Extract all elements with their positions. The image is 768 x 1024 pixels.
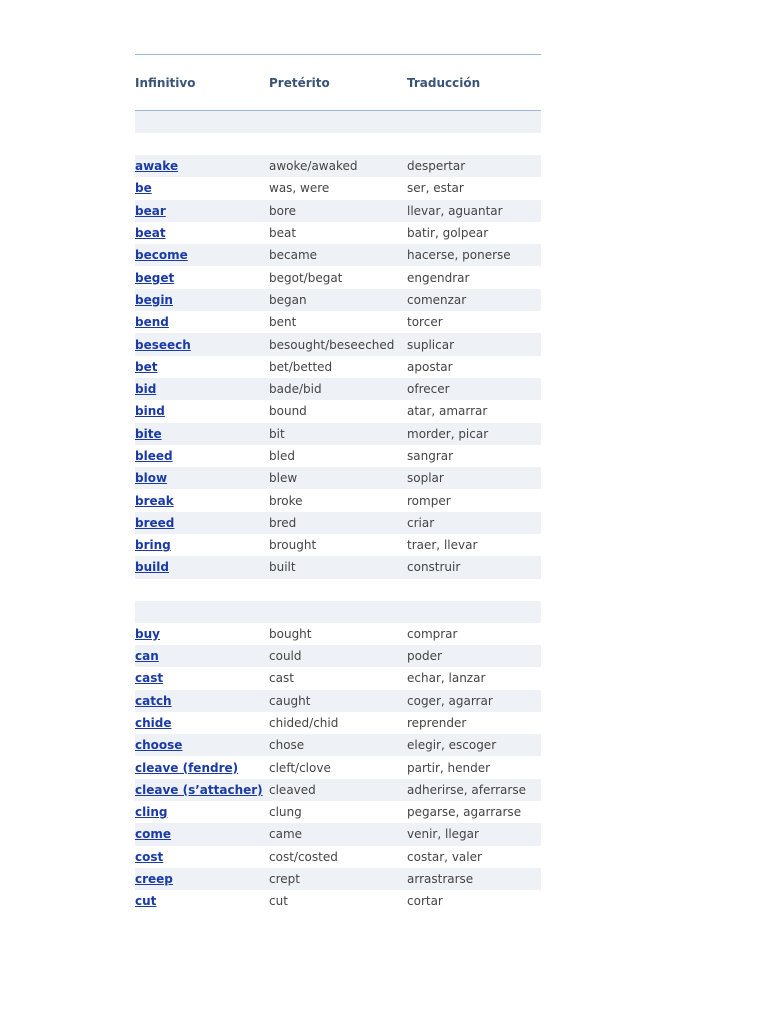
infinitive-cell	[135, 827, 269, 841]
translation-cell: soplar	[407, 471, 444, 486]
preterite-cell: blew	[269, 471, 298, 486]
verb-link[interactable]: cast	[135, 671, 164, 686]
translation-cell: romper	[407, 493, 451, 508]
table-row	[135, 868, 541, 890]
infinitive-cell	[135, 248, 269, 262]
table-row	[135, 222, 541, 244]
preterite-cell: cost/costed	[269, 849, 338, 864]
preterite-cell: begot/begat	[269, 270, 343, 285]
table-row	[135, 712, 541, 734]
translation-cell: traer, llevar	[407, 538, 478, 553]
preterite-cell: was, were	[269, 181, 330, 196]
translation-cell: echar, lanzar	[407, 671, 486, 686]
infinitive-cell	[135, 159, 269, 173]
verb-link[interactable]: come	[135, 827, 171, 842]
infinitive-cell	[135, 783, 269, 797]
preterite-cell: crept	[269, 872, 300, 887]
translation-cell: cortar	[407, 894, 443, 909]
table-row	[135, 423, 541, 445]
infinitive-cell	[135, 315, 269, 329]
translation-cell: suplicar	[407, 337, 455, 352]
translation-cell: construir	[407, 560, 461, 575]
section-separator	[135, 133, 541, 155]
verb-link[interactable]: awake	[135, 159, 179, 174]
table-row	[135, 445, 541, 467]
verb-link[interactable]: blow	[135, 471, 168, 486]
verb-link[interactable]: bleed	[135, 449, 173, 463]
table-row	[135, 846, 541, 868]
infinitive-cell	[135, 226, 269, 240]
table-row	[135, 400, 541, 422]
preterite-cell: began	[269, 292, 307, 307]
preterite-cell: bent	[269, 315, 297, 330]
verb-link[interactable]: break	[135, 493, 174, 508]
infinitive-cell	[135, 850, 269, 864]
translation-cell: comenzar	[407, 292, 467, 307]
verb-link[interactable]: bring	[135, 538, 171, 553]
infinitive-cell	[135, 649, 269, 663]
infinitive-cell	[135, 761, 269, 775]
translation-cell: comprar	[407, 626, 458, 641]
preterite-cell: could	[269, 649, 302, 664]
verb-link[interactable]: cleave (fendre)	[135, 760, 239, 775]
translation-cell: despertar	[407, 159, 466, 174]
table-row	[135, 311, 541, 333]
translation-cell: llevar, aguantar	[407, 203, 503, 218]
infinitive-cell	[135, 872, 269, 886]
table-row	[135, 779, 541, 801]
infinitive-cell	[135, 181, 269, 195]
translation-cell: venir, llegar	[407, 827, 479, 842]
table-row	[135, 556, 541, 578]
translation-cell: batir, golpear	[407, 226, 489, 241]
table-row	[135, 356, 541, 378]
verb-link[interactable]: choose	[135, 738, 183, 753]
verb-link[interactable]: bear	[135, 203, 166, 218]
translation-cell: ser, estar	[407, 181, 464, 196]
preterite-cell: chided/chid	[269, 715, 339, 730]
preterite-cell: chose	[269, 738, 305, 753]
infinitive-cell	[135, 894, 269, 908]
infinitive-cell	[135, 427, 269, 441]
infinitive-cell	[135, 204, 269, 218]
infinitive-cell	[135, 338, 269, 352]
infinitive-cell	[135, 738, 269, 752]
preterite-cell: caught	[269, 693, 311, 708]
verb-link[interactable]: bind	[135, 404, 165, 419]
verb-link[interactable]: bid	[135, 382, 157, 397]
preterite-cell: cleaved	[269, 782, 316, 797]
header-preterito: Pretérito	[269, 75, 330, 90]
table-row	[135, 734, 541, 756]
verb-link[interactable]: chide	[135, 715, 172, 730]
section-separator	[135, 111, 541, 133]
preterite-cell: bade/bid	[269, 382, 322, 397]
table-row	[135, 200, 541, 222]
table-row	[135, 645, 541, 667]
verb-link[interactable]: catch	[135, 693, 172, 708]
translation-cell: arrastrarse	[407, 872, 474, 887]
section-separator	[135, 579, 541, 601]
verb-link[interactable]: bet	[135, 359, 158, 374]
translation-cell: poder	[407, 649, 442, 664]
translation-cell: pegarse, agarrarse	[407, 805, 522, 820]
preterite-cell: bet/betted	[269, 359, 333, 374]
translation-cell: ofrecer	[407, 382, 450, 397]
header-traduccion: Traducción	[407, 75, 481, 90]
infinitive-cell	[135, 360, 269, 374]
table-row	[135, 244, 541, 266]
verb-link[interactable]: can	[135, 649, 159, 664]
infinitive-cell	[135, 471, 269, 485]
verb-link[interactable]: cling	[135, 805, 168, 820]
translation-cell: reprender	[407, 715, 467, 730]
table-row	[135, 801, 541, 823]
translation-cell: partir, hender	[407, 760, 491, 775]
table-row	[135, 177, 541, 199]
preterite-cell: brought	[269, 538, 317, 553]
table-row	[135, 512, 541, 534]
infinitive-cell	[135, 382, 269, 396]
preterite-cell: cast	[269, 671, 294, 686]
translation-cell: criar	[407, 515, 435, 530]
verb-link[interactable]: become	[135, 248, 188, 263]
section-separator	[135, 601, 541, 623]
verbs-table	[135, 54, 541, 913]
table-row	[135, 289, 541, 311]
translation-cell: apostar	[407, 359, 453, 374]
verb-link[interactable]: beat	[135, 226, 166, 241]
preterite-cell: bred	[269, 515, 297, 530]
preterite-cell: bound	[269, 404, 307, 419]
table-row	[135, 823, 541, 845]
translation-cell: elegir, escoger	[407, 738, 497, 753]
infinitive-cell	[135, 404, 269, 418]
translation-cell: torcer	[407, 315, 443, 330]
verb-link[interactable]: buy	[135, 626, 160, 641]
table-row	[135, 756, 541, 778]
verb-link[interactable]: bend	[135, 315, 169, 330]
table-row	[135, 489, 541, 511]
infinitive-cell	[135, 271, 269, 285]
preterite-cell: bought	[269, 626, 312, 641]
preterite-cell: came	[269, 827, 303, 842]
preterite-cell: broke	[269, 493, 303, 508]
translation-cell: atar, amarrar	[407, 404, 488, 419]
verb-link[interactable]: cost	[135, 849, 164, 864]
translation-cell: hacerse, ponerse	[407, 248, 511, 263]
preterite-cell: built	[269, 560, 296, 575]
verb-link[interactable]: cut	[135, 894, 157, 909]
verb-link[interactable]: beseech	[135, 337, 191, 352]
preterite-cell: cut	[269, 894, 288, 909]
infinitive-cell	[135, 671, 269, 685]
preterite-cell: became	[269, 248, 318, 263]
infinitive-cell	[135, 560, 269, 574]
table-row	[135, 378, 541, 400]
translation-cell: morder, picar	[407, 426, 489, 441]
translation-cell: costar, valer	[407, 849, 482, 864]
table-row	[135, 467, 541, 489]
preterite-cell: clung	[269, 805, 302, 820]
verb-group-a-b	[135, 155, 541, 579]
preterite-cell: bit	[269, 426, 285, 441]
verb-link[interactable]: beget	[135, 270, 175, 285]
infinitive-cell	[135, 805, 269, 819]
table-row	[135, 690, 541, 712]
translation-cell: sangrar	[407, 449, 454, 463]
infinitive-cell	[135, 494, 269, 508]
verb-group-b-c	[135, 623, 541, 913]
verb-link[interactable]: breed	[135, 515, 175, 530]
verb-link[interactable]: cleave (s’attacher)	[135, 782, 263, 797]
infinitive-cell	[135, 538, 269, 552]
translation-cell: coger, agarrar	[407, 693, 493, 708]
table-row	[135, 623, 541, 645]
infinitive-cell	[135, 516, 269, 530]
translation-cell: engendrar	[407, 270, 470, 285]
infinitive-cell	[135, 716, 269, 730]
table-row	[135, 890, 541, 912]
verb-link[interactable]: creep	[135, 872, 173, 887]
table-row	[135, 155, 541, 177]
preterite-cell: bore	[269, 203, 297, 218]
infinitive-cell	[135, 293, 269, 307]
verb-link[interactable]: bite	[135, 426, 162, 441]
infinitive-cell	[135, 694, 269, 708]
table-row	[135, 266, 541, 288]
preterite-cell: beat	[269, 226, 297, 241]
preterite-cell: bled	[269, 449, 295, 463]
verb-link[interactable]: be	[135, 181, 152, 196]
preterite-cell: besought/beseeched	[269, 337, 395, 352]
table-row	[135, 667, 541, 689]
translation-cell: adherirse, aferrarse	[407, 782, 526, 797]
table-row	[135, 534, 541, 556]
table-row	[135, 333, 541, 355]
table-header	[135, 55, 541, 110]
preterite-cell: cleft/clove	[269, 760, 331, 775]
verb-link[interactable]: build	[135, 560, 169, 575]
verb-link[interactable]: begin	[135, 292, 173, 307]
infinitive-cell	[135, 627, 269, 641]
infinitive-cell	[135, 449, 269, 463]
preterite-cell: awoke/awaked	[269, 159, 358, 174]
header-infinitivo: Infinitivo	[135, 75, 196, 90]
